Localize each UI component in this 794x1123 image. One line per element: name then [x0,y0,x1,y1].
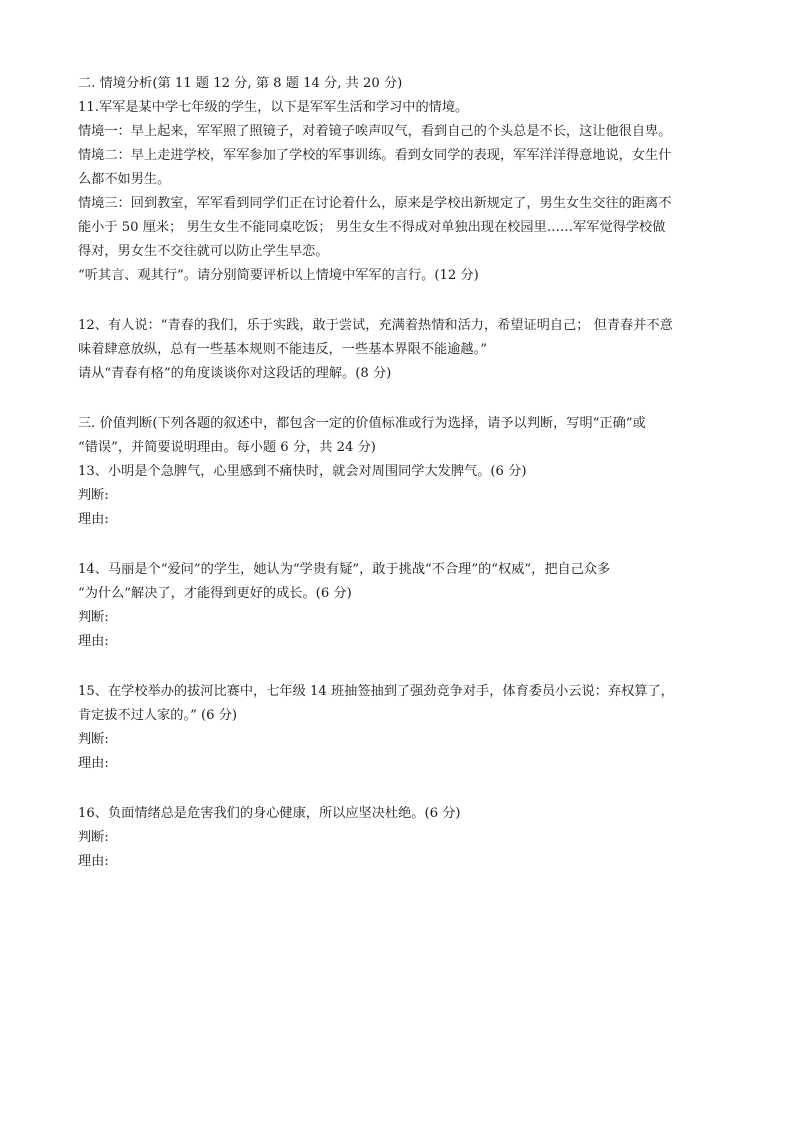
q11-situation-1: 情境一：早上起来，军军照了照镜子，对着镜子唉声叹气，看到自己的个头总是不长，这让他很自卑。 [78,124,672,139]
q12-line1: 12、有人说：“青春的我们，乐于实践，敢于尝试，充满着热情和活力，希望证明自己； 但青春并不意 [78,318,673,333]
q11-ask: “听其言、观其行”。请分别简要评析以上情境中军军的言行。(12 分) [78,268,479,283]
q16-line1: 16、负面情绪总是危害我们的身心健康，所以应坚决杜绝。(6 分) [78,806,461,821]
question-11 [78,96,728,288]
section3-heading-line2: “错误”，并简要说明理由。每小题 6 分，共 24 分) [78,440,376,455]
reason-label: 理由: [78,512,109,527]
section3-heading-line1: 三. 价值判断(下列各题的叙述中，都包含一定的价值标准或行为选择，请予以判断，写明“正确”或 [78,416,646,431]
judge-label: 判断: [78,488,109,503]
q15-line2: 肯定拔不过人家的。” (6 分) [78,708,238,723]
q11-situation-2-line2: 么都不如男生。 [78,172,171,187]
q13-line1: 13、小明是个急脾气，心里感到不痛快时，就会对周围同学大发脾气。(6 分) [78,464,527,479]
judge-label: 判断: [78,732,109,747]
answer-space [78,386,728,412]
q11-situation-3-line1: 情境三：回到教室，军军看到同学们正在讨论着什么，原来是学校出新规定了，男生女生交往的距离不 [78,196,672,211]
q11-situation-2-line1: 情境二：早上走进学校，军军参加了学校的军事训练。看到女同学的表现，军军洋洋得意地说，女生什 [78,148,672,163]
question-12 [78,314,728,386]
reason-label: 理由: [78,854,109,869]
reason-label: 理由: [78,634,109,649]
question-14 [78,558,728,654]
q12-line2: 味着肆意放纵，总有一些基本规则不能违反，一些基本界限不能逾越。” [78,342,487,357]
answer-space [78,776,728,802]
q11-situation-3-line2: 能小于 50 厘米； 男生女生不能同桌吃饭； 男生女生不得成对单独出现在校园里……军军觉得学校做 [78,220,666,235]
q15-line1: 15、在学校举办的拔河比赛中，七年级 14 班抽签抽到了强劲竞争对手，体育委员小云说：弃权算了， [78,684,674,699]
q11-intro: 11.军军是某中学七年级的学生，以下是军军生活和学习中的情境。 [78,100,469,115]
q14-line2: “为什么”解决了，才能得到更好的成长。(6 分) [78,586,352,601]
q12-ask: 请从“青春有格”的角度谈谈你对这段话的理解。(8 分) [78,366,392,381]
reason-label: 理由: [78,756,109,771]
judge-label: 判断: [78,610,109,625]
question-16 [78,802,728,874]
section2-heading: 二. 情境分析(第 11 题 12 分, 第 8 题 14 分, 共 20 分) [78,76,403,91]
question-15 [78,680,728,776]
answer-space [78,654,728,680]
question-13 [78,460,728,532]
judge-label: 判断: [78,830,109,845]
exam-page [78,72,728,874]
answer-space [78,532,728,558]
q11-situation-3-line3: 得对，男女生不交往就可以防止学生早恋。 [78,244,329,259]
q14-line1: 14、马丽是个“爱问”的学生，她认为“学贵有疑”，敢于挑战“不合理”的“权威”，把自己众多 [78,562,611,577]
answer-space [78,288,728,314]
